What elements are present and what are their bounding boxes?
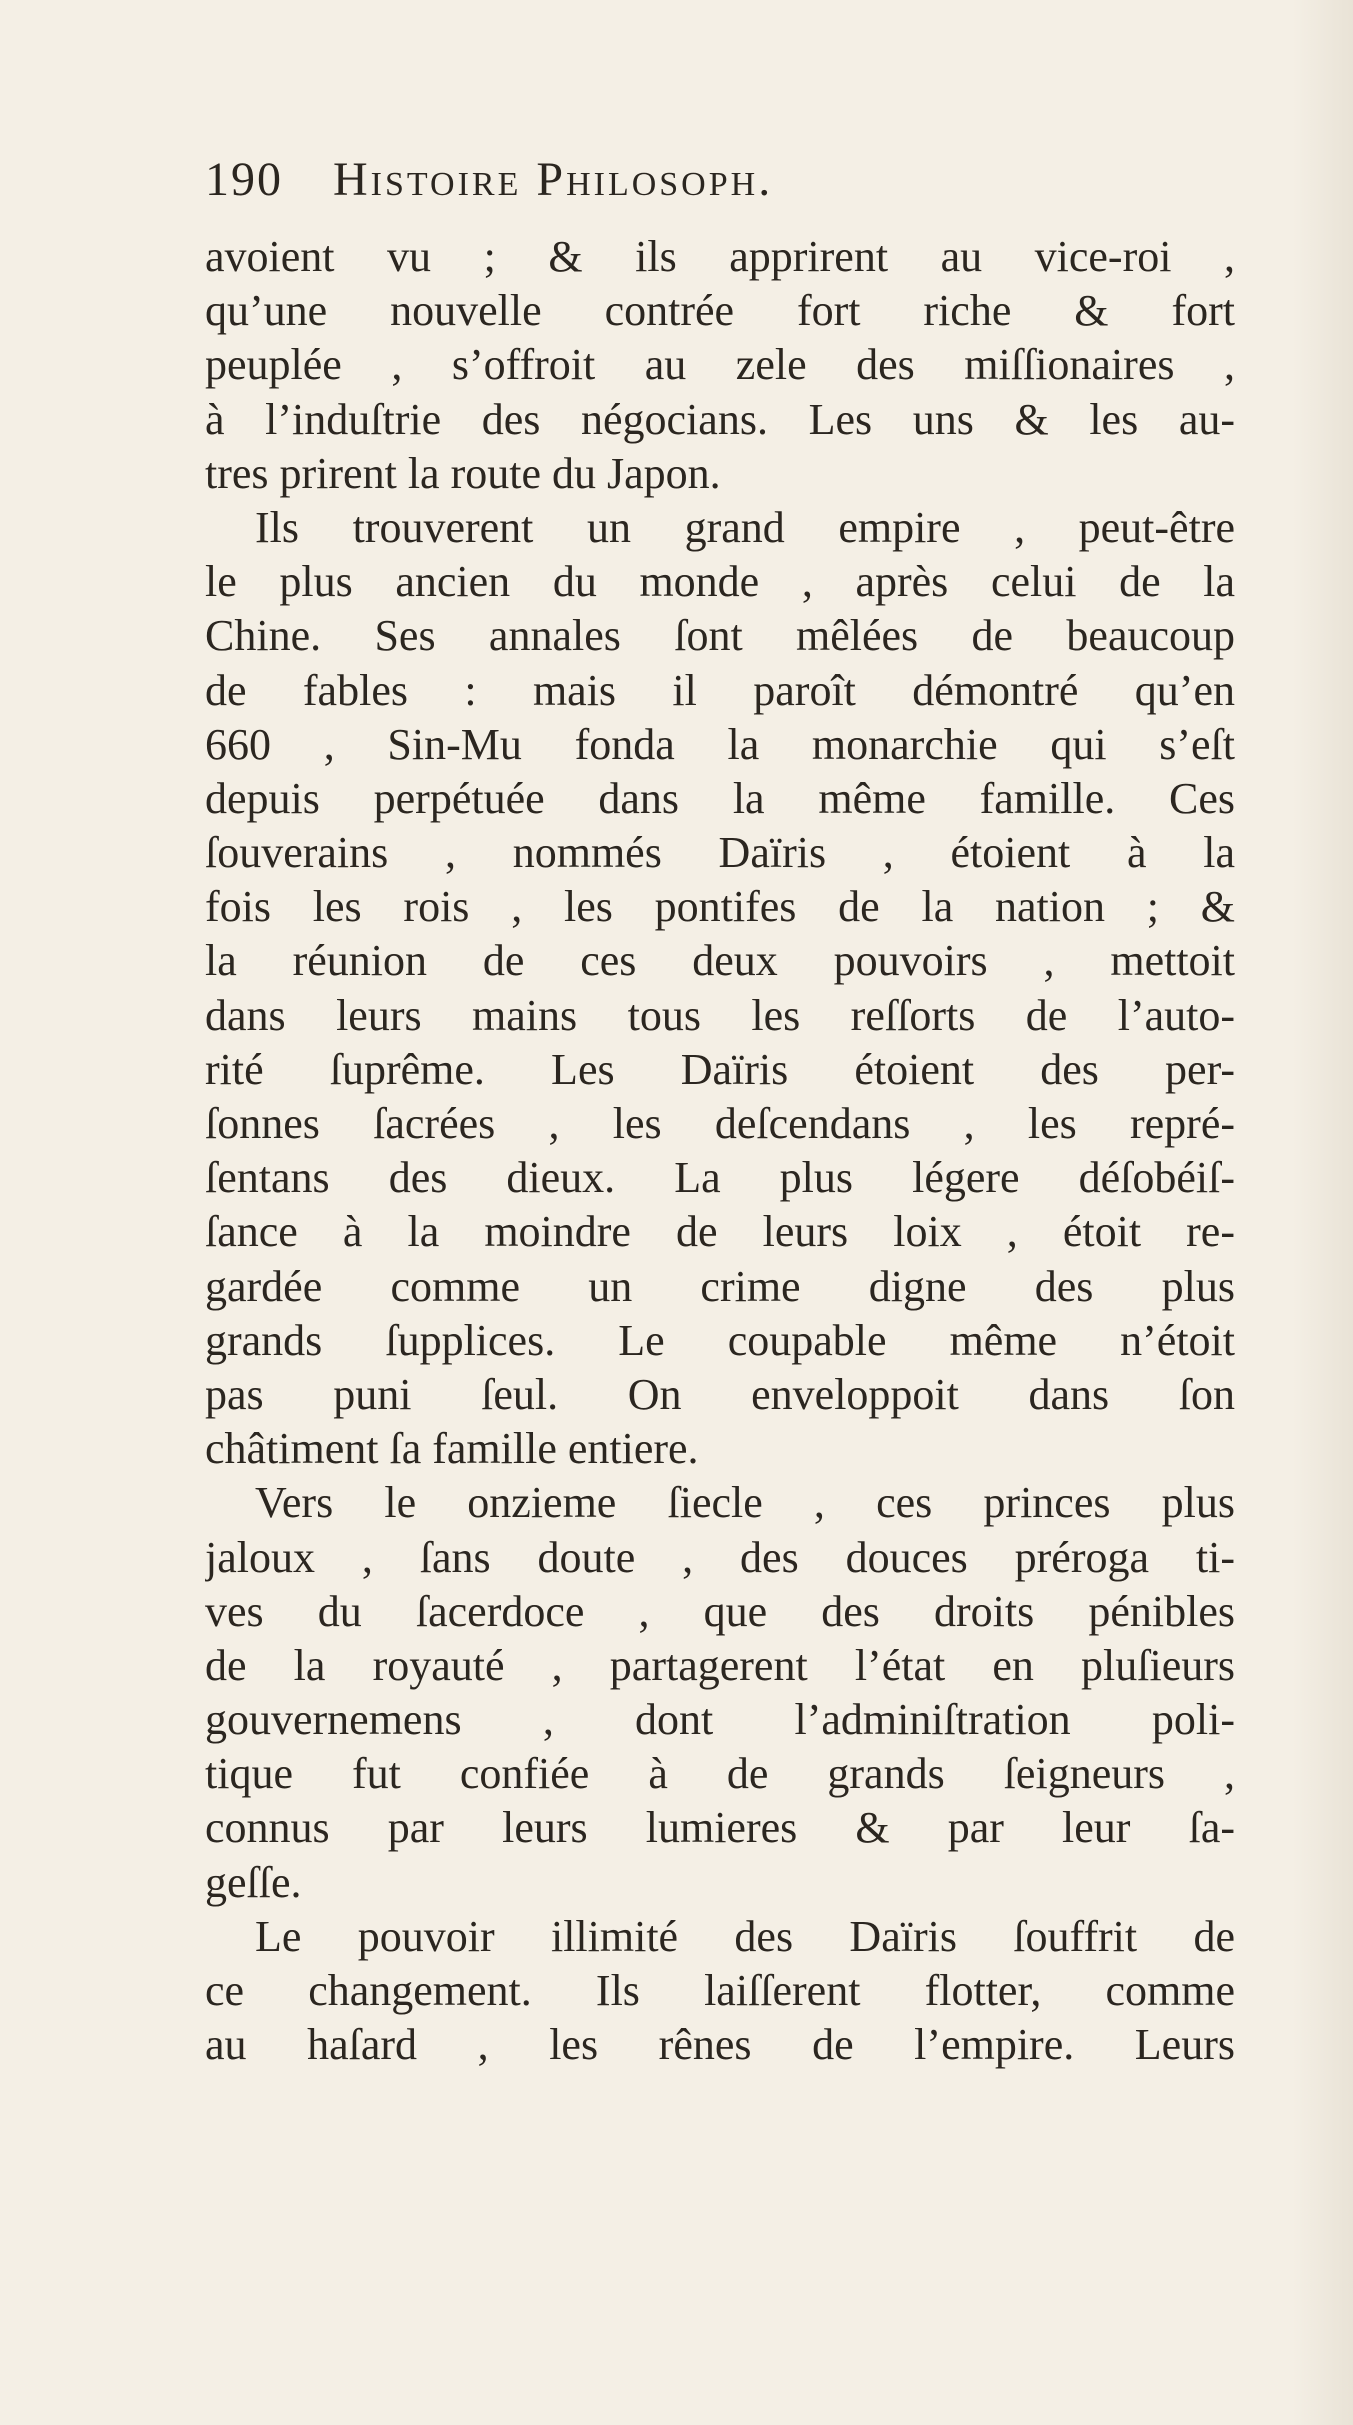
text-line: Chine. Ses annales ſont mêlées de beaucoup: [205, 611, 1235, 661]
text-line: Le pouvoir illimité des Daïris ſouffrit de: [255, 1911, 1235, 1961]
text-line: de la royauté , partagerent l’état en pluſieurs: [205, 1640, 1235, 1690]
text-line: connus par leurs lumieres & par leur ſa-: [205, 1803, 1235, 1853]
running-title: Histoire Philosoph.: [333, 153, 774, 206]
text-line: avoient vu ; & ils apprirent au vice-roi ,: [205, 232, 1235, 281]
text-line: fois les rois , les pontifes de la nation ; &: [205, 882, 1235, 932]
text-line: grands ſupplices. Le coupable même n’étoit: [205, 1315, 1235, 1365]
text-line: la réunion de ces deux pouvoirs , mettoit: [205, 936, 1235, 986]
page-number: 190: [205, 153, 283, 206]
text-line: pas puni ſeul. On enveloppoit dans ſon: [205, 1369, 1235, 1419]
text-line: ves du ſacerdoce , que des droits pénibles: [205, 1586, 1235, 1636]
text-line: ſentans des dieux. La plus légere déſobéiſ-: [205, 1153, 1235, 1203]
text-line: Ils trouverent un grand empire , peut-être: [255, 502, 1235, 552]
text-line: depuis perpétuée dans la même famille. Ces: [205, 773, 1235, 823]
text-line: le plus ancien du monde , après celui de la: [205, 557, 1235, 607]
text-line: rité ſuprême. Les Daïris étoient des per-: [205, 1044, 1235, 1094]
text-line: peuplée , s’offroit au zele des miſſionaires ,: [205, 340, 1235, 390]
text-line: de fables : mais il paroît démontré qu’en: [205, 665, 1235, 715]
text-line: 660 , Sin-Mu fonda la monarchie qui s’eſt: [205, 719, 1235, 769]
text-line: Vers le onzieme ſiecle , ces princes plus: [255, 1478, 1235, 1528]
running-head: [205, 150, 1155, 210]
text-line: à l’induſtrie des négocians. Les uns & les au-: [205, 394, 1235, 444]
text-line: geſſe.: [205, 1857, 302, 1907]
text-line: au haſard , les rênes de l’empire. Leurs: [205, 2020, 1235, 2070]
body-text: [205, 230, 1235, 2072]
text-line: gouvernemens , dont l’adminiſtration poli-: [205, 1695, 1235, 1745]
text-line: tres prirent la route du Japon.: [205, 448, 721, 498]
page-edge-shading: [1293, 0, 1353, 2425]
text-line: châtiment ſa famille entiere.: [205, 1424, 699, 1474]
text-line: ſonnes ſacrées , les deſcendans , les repré-: [205, 1099, 1235, 1148]
text-line: ſouverains , nommés Daïris , étoient à la: [205, 828, 1235, 878]
text-line: gardée comme un crime digne des plus: [205, 1261, 1235, 1311]
text-line: qu’une nouvelle contrée fort riche & fort: [205, 286, 1235, 336]
text-line: ſance à la moindre de leurs loix , étoit re-: [205, 1207, 1235, 1257]
text-line: tique fut confiée à de grands ſeigneurs ,: [205, 1749, 1235, 1799]
text-line: ce changement. Ils laiſſerent flotter, comme: [205, 1966, 1235, 2015]
text-line: dans leurs mains tous les reſſorts de l’auto-: [205, 990, 1235, 1040]
text-line: jaloux , ſans doute , des douces préroga ti-: [205, 1532, 1235, 1582]
